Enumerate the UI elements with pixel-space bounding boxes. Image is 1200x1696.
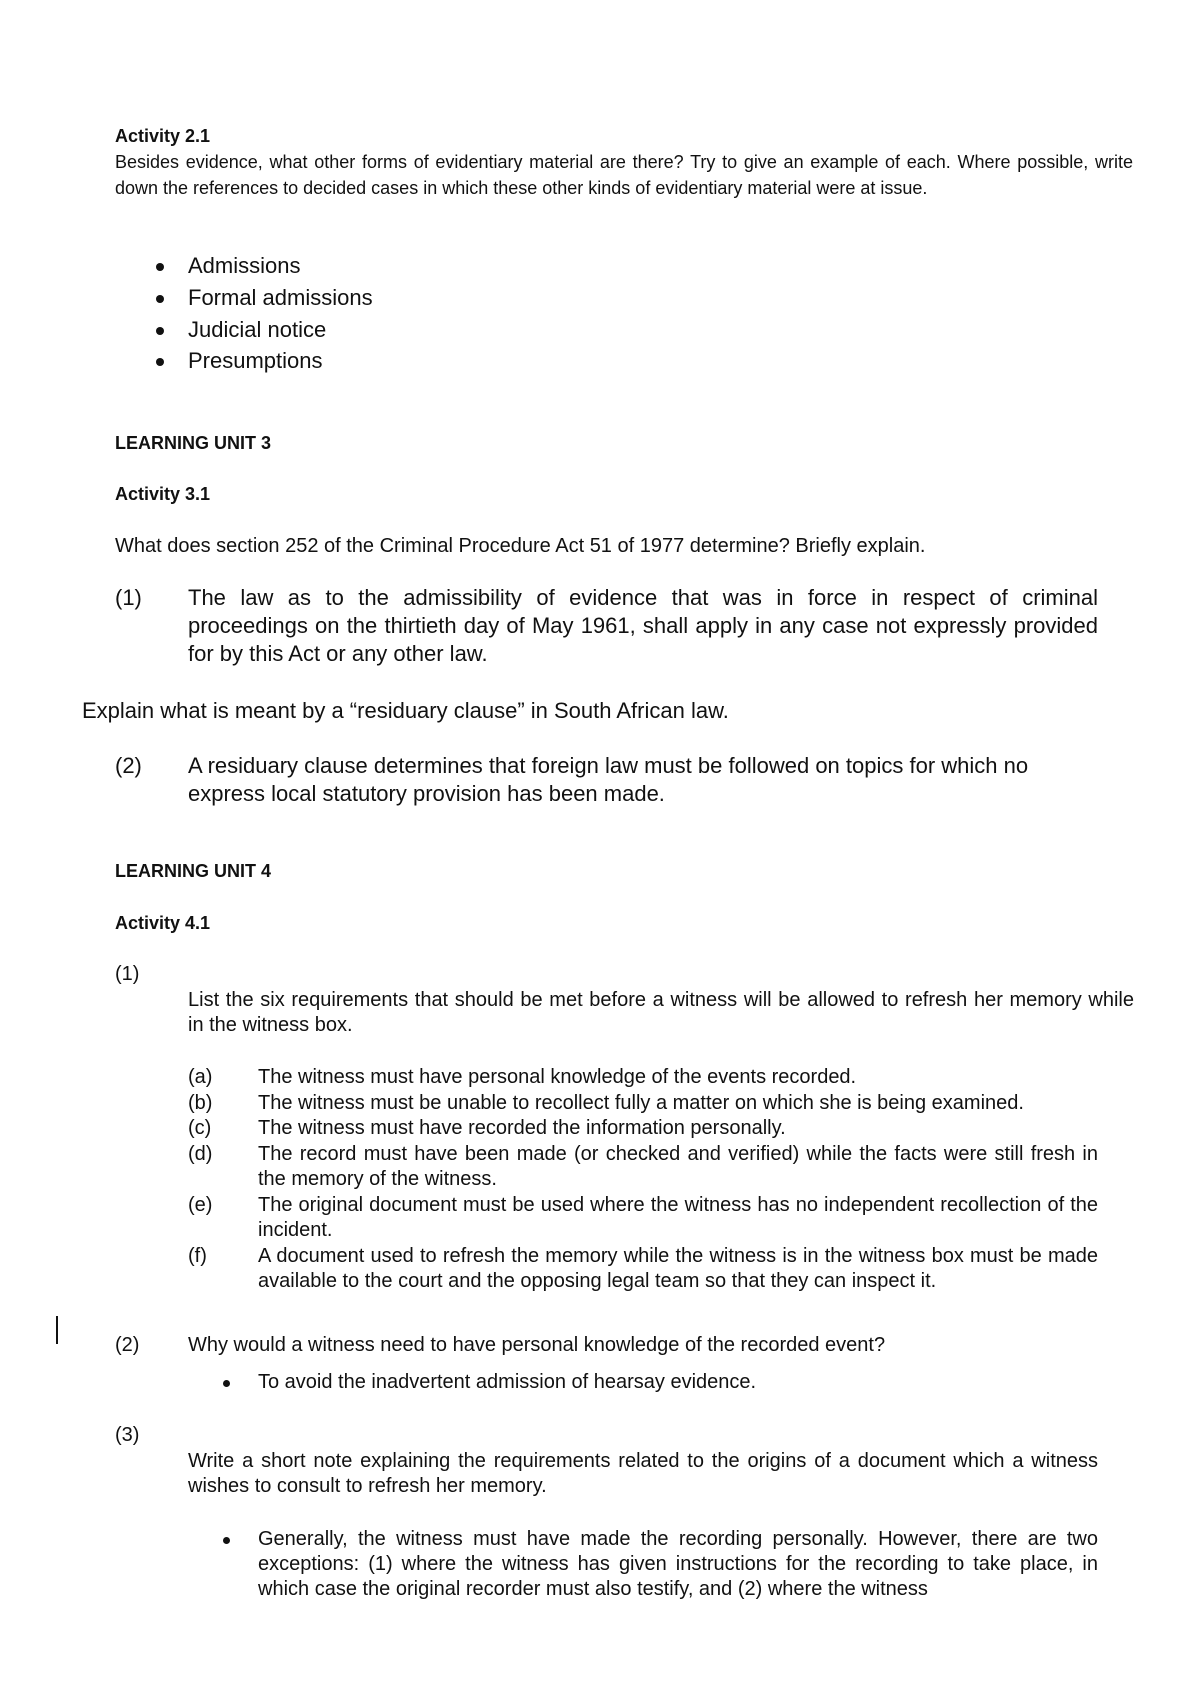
- requirement-label: (d): [188, 1143, 213, 1165]
- list-item: Presumptions: [188, 348, 323, 373]
- bullet-icon: [223, 1380, 230, 1387]
- answer-text: A residuary clause determines that foreign law must be followed on topics for which no express local statutory provision has been made.: [188, 753, 1029, 806]
- question-text: List the six requirements that should be met before a witness will be allowed to refresh her memory while in the witness box.: [188, 989, 1134, 1036]
- bullet-icon: [223, 1537, 230, 1544]
- question-number: (3): [115, 1424, 140, 1446]
- activity-4-1-heading: Activity 4.1: [115, 913, 211, 933]
- question-text: Write a short note explaining the requirements related to the origins of a document which a witness wishes to consult to refresh her memory.: [188, 1450, 1098, 1497]
- requirement-text: The witness must have recorded the information personally.: [258, 1117, 786, 1139]
- activity-3-1-heading: Activity 3.1: [115, 484, 211, 504]
- activity-2-1-heading: Activity 2.1: [115, 126, 211, 146]
- answer-text: The law as to the admissibility of evidence that was in force in respect of criminal proceedings on the thirtieth day of May 1961, shall apply in any case not expressly provided for by this Act or any other law.: [188, 585, 1098, 666]
- requirement-text: A document used to refresh the memory while the witness is in the witness box must be made available to the court and the opposing legal team so that they can inspect it.: [258, 1245, 1098, 1292]
- list-item: Judicial notice: [188, 317, 327, 342]
- answer-text: To avoid the inadvertent admission of hearsay evidence.: [258, 1371, 757, 1393]
- learning-unit-4-heading: LEARNING UNIT 4: [115, 861, 272, 881]
- answer-number: (2): [115, 753, 142, 778]
- answer-text: Generally, the witness must have made the recording personally. However, there are two exceptions: (1) where the witness has given instructions for the recording to take place, in which case the original recorder must also testify, and (2) where the witness: [258, 1528, 1098, 1600]
- question-number: (1): [115, 963, 140, 985]
- text-cursor-icon: [56, 1316, 58, 1344]
- requirement-text: The witness must have personal knowledge of the events recorded.: [258, 1066, 857, 1088]
- learning-unit-3-heading: LEARNING UNIT 3: [115, 433, 272, 453]
- residuary-clause-question: Explain what is meant by a “residuary clause” in South African law.: [82, 698, 729, 723]
- bullet-icon: [156, 295, 164, 303]
- list-item: Admissions: [188, 253, 301, 278]
- requirement-label: (c): [188, 1117, 212, 1139]
- question-text: Why would a witness need to have personal knowledge of the recorded event?: [188, 1334, 886, 1356]
- activity-2-1-question: Besides evidence, what other forms of evidentiary material are there? Try to give an example of each. Where possible, write down the references to decided cases in which these other kinds of evidentiary material were at issue.: [115, 152, 1133, 198]
- answer-number: (1): [115, 585, 142, 610]
- requirement-text: The witness must be unable to recollect fully a matter on which she is being examined.: [258, 1092, 1024, 1114]
- requirement-label: (b): [188, 1092, 213, 1114]
- requirement-text: The original document must be used where the witness has no independent recollection of the incident.: [258, 1194, 1098, 1241]
- bullet-icon: [156, 358, 164, 366]
- requirement-label: (e): [188, 1194, 213, 1216]
- list-item: Formal admissions: [188, 285, 373, 310]
- bullet-icon: [156, 263, 164, 271]
- requirement-text: The record must have been made (or checked and verified) while the facts were still fresh in the memory of the witness.: [258, 1143, 1098, 1190]
- activity-3-1-question: What does section 252 of the Criminal Procedure Act 51 of 1977 determine? Briefly explain.: [115, 535, 926, 557]
- question-number: (2): [115, 1334, 140, 1356]
- requirement-label: (a): [188, 1066, 213, 1088]
- requirement-label: (f): [188, 1245, 207, 1267]
- bullet-icon: [156, 327, 164, 335]
